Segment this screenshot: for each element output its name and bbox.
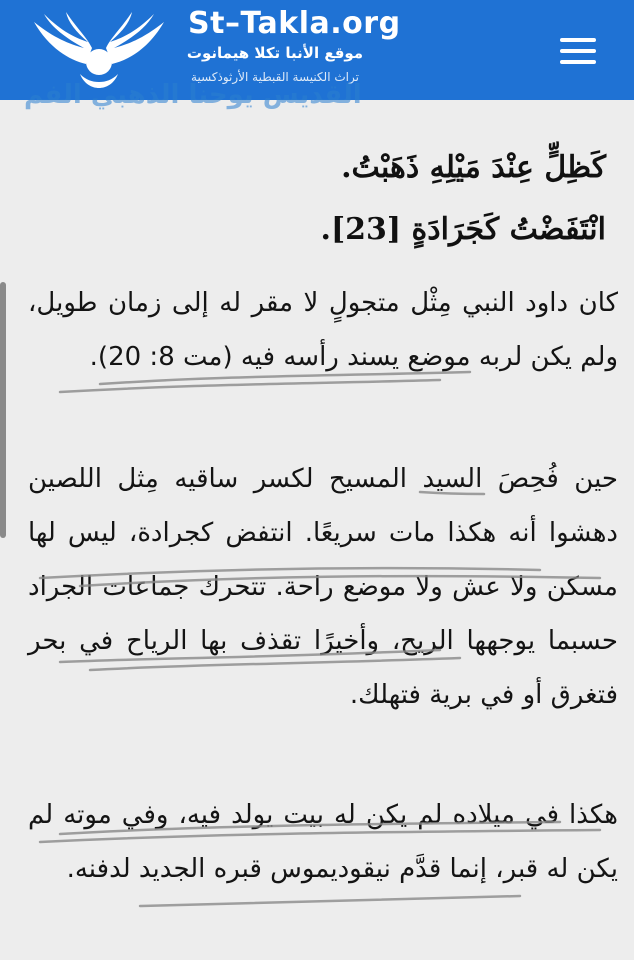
winged-sun-logo-icon[interactable] xyxy=(24,8,174,90)
brand-tagline: تراث الكنيسة القبطية الأرثوذكسية xyxy=(191,70,359,84)
brand-subtitle: موقع الأنبا تكلا هيمانوت xyxy=(186,44,364,62)
hamburger-menu-icon[interactable] xyxy=(556,36,600,66)
article-content xyxy=(0,100,634,960)
paragraph: كان داود النبي مِثْل متجولٍ لا مقر له إلى زمان طويل، ولم يكن لربه موضع يسند رأسه فيه (مت 8: 20). xyxy=(28,288,618,372)
paragraph: هكذا في ميلاده لم يكن له بيت يولد فيه، وفي موته لم يكن له قبر، إنما قدَّم نيقوديموس قبره الجديد لدفنه. xyxy=(28,800,618,884)
brand-title[interactable]: St–Takla.org xyxy=(188,6,401,41)
verse-line: انْتَفَضْتُ كَجَرَادَةٍ [23]. xyxy=(320,212,606,247)
verse-line: كَظِلٍّ عِنْدَ مَيْلِهِ ذَهَبْتُ. xyxy=(341,150,606,185)
faded-page-heading: القديس يوحنا الذهبي الفم xyxy=(24,80,362,110)
paragraph: حين فُحِصَ السيد المسيح لكسر ساقيه مِثل اللصين دهشوا أنه هكذا مات سريعًا. انتفض كجرادة، ليس لها مسكن ولا عش ولا موضع راحة. تتحرك جماعات الجراد حسبما يوجهها الريح، وأخيرًا تقذف بها الرياح في بحر فتغرق أو في برية فتهلك. xyxy=(28,464,618,710)
scrollbar-thumb[interactable] xyxy=(0,282,6,538)
